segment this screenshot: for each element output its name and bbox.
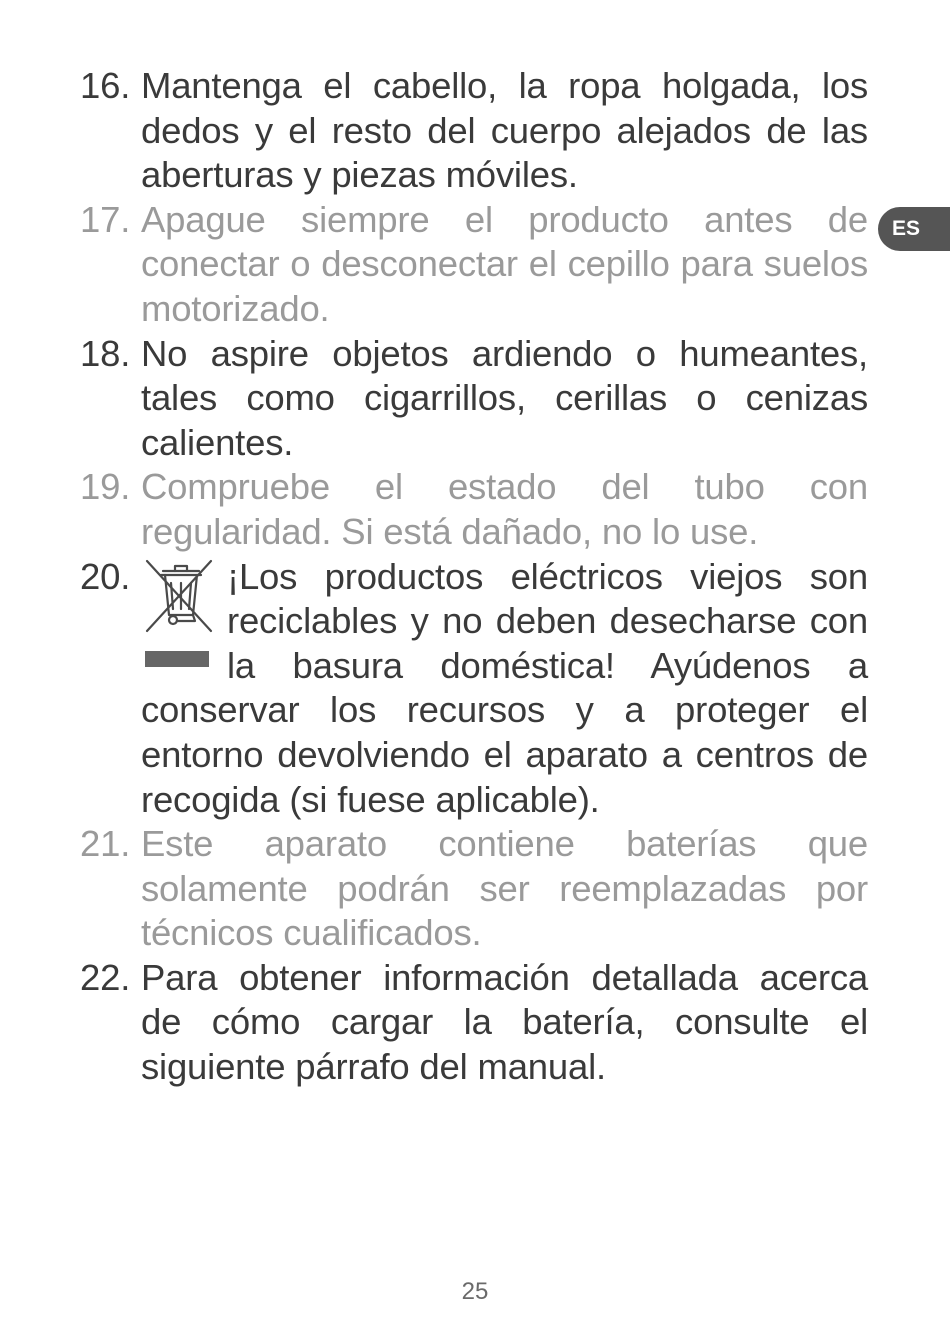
item-text: No aspire objetos ardiendo o humeantes, tales como cigarrillos, cerillas o cenizas calientes.	[141, 332, 868, 463]
list-item	[80, 555, 868, 823]
list-item	[80, 332, 868, 466]
item-text: Para obtener información detallada acerca de cómo cargar la batería, consulte el siguiente párrafo del manual.	[141, 956, 868, 1088]
item-text: Apague siempre el producto antes de conectar o desconectar el cepillo para suelos motorizado.	[141, 198, 868, 329]
list-item	[80, 956, 868, 1090]
weee-underline-bar	[145, 651, 209, 667]
list-item	[80, 198, 868, 332]
item-number: 22.	[80, 956, 131, 998]
list-item	[80, 822, 868, 956]
list-item	[80, 64, 868, 198]
item-number: 17.	[80, 198, 131, 240]
item-number: 18.	[80, 332, 131, 374]
language-tab: ES	[878, 207, 950, 251]
page-number: 25	[461, 1278, 489, 1305]
item-body	[141, 555, 868, 823]
item-text: ¡Los productos eléctricos viejos son reciclables y no deben desecharse con la basura doméstica! Ayúdenos a conservar los recursos y a proteger el entorno devolviendo el aparato a centros de recogida (si fuese aplicable).	[141, 555, 868, 820]
item-text: Compruebe el estado del tubo con regularidad. Si está dañado, no lo use.	[141, 466, 868, 552]
weee-symbol	[141, 555, 227, 679]
list-item	[80, 465, 868, 554]
crossed-out-wheelie-bin-icon	[141, 557, 217, 635]
safety-instructions-list	[80, 64, 868, 1090]
item-text: Este aparato contiene baterías que solamente podrán ser reemplazadas por técnicos cualificados.	[141, 823, 868, 954]
item-number: 16.	[80, 65, 131, 106]
item-number: 20.	[80, 555, 131, 597]
item-number: 19.	[80, 466, 131, 508]
item-number: 21.	[80, 823, 131, 865]
item-text: Mantenga el cabello, la ropa holgada, los dedos y el resto del cuerpo alejados de las aberturas y piezas móviles.	[141, 65, 868, 196]
